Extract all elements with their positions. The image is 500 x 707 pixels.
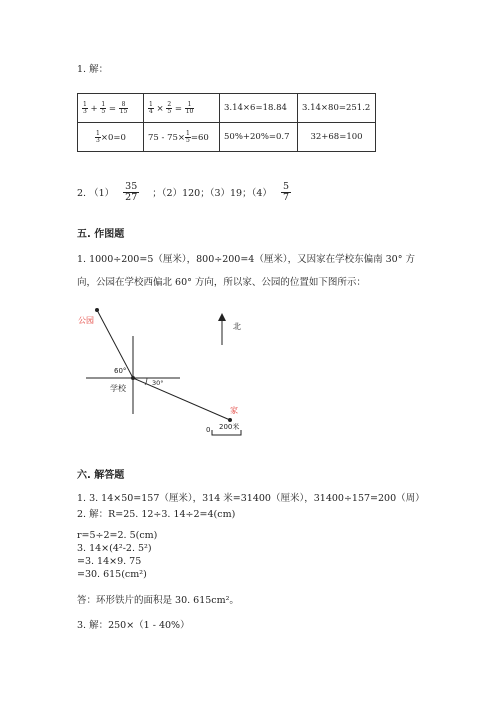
park-label: 公园 bbox=[78, 316, 94, 325]
section6-l8: 3. 解：250×（1 - 40%） bbox=[77, 620, 190, 631]
section6-l3: r=5÷2=2. 5(cm) bbox=[77, 530, 158, 541]
scale-length: 200米 bbox=[219, 423, 240, 431]
home-point bbox=[228, 418, 232, 422]
section6-l7: 答：环形铁片的面积是 30. 615cm²。 bbox=[77, 595, 239, 606]
section6-l5: =3. 14×9. 75 bbox=[77, 556, 142, 567]
home-label: 家 bbox=[230, 406, 238, 415]
cell-r1c4: 3.14×80=251.2 bbox=[298, 94, 376, 123]
q1-label: 1. 解： bbox=[77, 64, 109, 75]
cell-r2c4: 32+68=100 bbox=[298, 123, 376, 152]
cell-r1c3: 3.14×6=18.84 bbox=[220, 94, 298, 123]
scale-zero: 0 bbox=[206, 426, 211, 434]
cell-r2c3: 50%+20%=0.7 bbox=[220, 123, 298, 152]
home-line bbox=[133, 378, 230, 420]
cell-r1c1: $\frac{1}{3}$ + $\frac{1}{5}$ = $\frac{8}{15}$ bbox=[78, 94, 144, 123]
north-arrowhead bbox=[218, 313, 226, 321]
cell-r2c1: $\frac{1}{3}$ ×0=0 bbox=[78, 123, 144, 152]
angle-60-label: 60° bbox=[114, 367, 127, 375]
angle-30-label: 30° bbox=[152, 379, 164, 387]
section5-line2: 向，公园在学校西偏北 60° 方向，所以家、公园的位置如下图所示： bbox=[77, 277, 366, 288]
q2-line: 2. （1） $\frac{35}{27}$ ；（2）120；（3）19；（4） $\frac{5}{7}$ bbox=[77, 181, 289, 203]
section5-title: 五. 作图题 bbox=[77, 229, 125, 240]
park-point bbox=[95, 308, 99, 312]
section6-l2: 2. 解：R=25. 12÷3. 14÷2=4(cm) bbox=[77, 509, 236, 520]
north-label: 北 bbox=[233, 322, 241, 331]
section6-l4: 3. 14×(4²-2. 5²) bbox=[77, 543, 152, 554]
section6-title: 六. 解答题 bbox=[77, 470, 125, 481]
cell-r2c2: 75 - 75× $\frac{1}{5}$ =60 bbox=[144, 123, 220, 152]
section6-l6: =30. 615(cm²) bbox=[77, 569, 147, 580]
school-label: 学校 bbox=[110, 384, 126, 393]
cell-r1c2: $\frac{1}{4}$ × $\frac{2}{5}$ = $\frac{1}{10}$ bbox=[144, 94, 220, 123]
school-point bbox=[131, 376, 135, 380]
section6-l1: 1. 3. 14×50=157（厘米），314 米=31400（厘米），31400÷157=200（周） bbox=[77, 493, 425, 504]
section5-line1: 1. 1000÷200=5（厘米），800÷200=4（厘米），又因家在学校东偏南 30° 方 bbox=[77, 254, 415, 265]
